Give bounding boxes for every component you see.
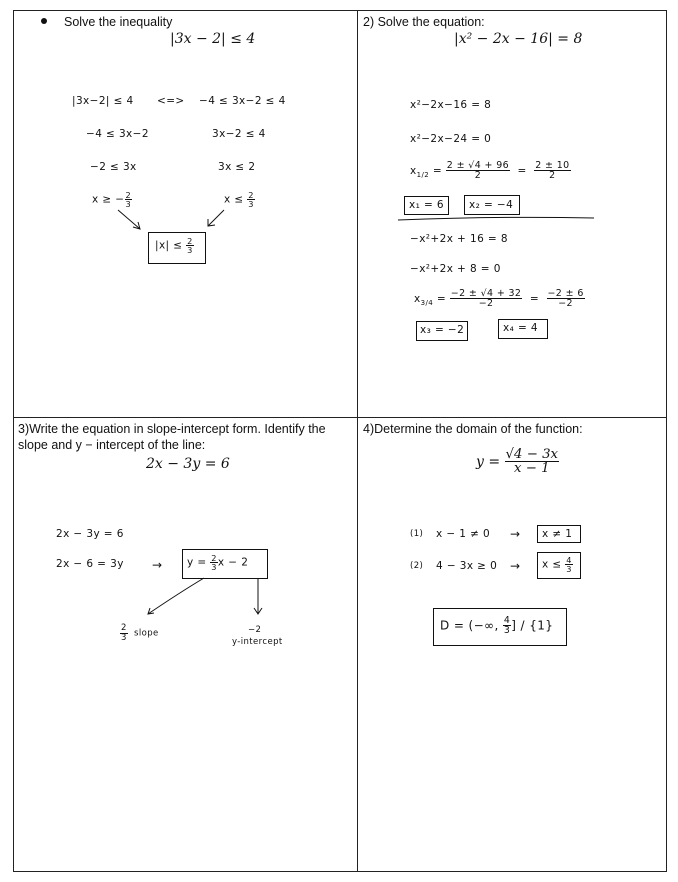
- p2-x2: x₂ = −4: [469, 199, 514, 211]
- p2-divider: [358, 11, 666, 418]
- p3-slope: $\frac{2}{3}$ slope: [121, 623, 159, 643]
- problem-3-cell: [14, 418, 358, 871]
- problem-1-title: Solve the inequality: [64, 15, 173, 29]
- problem-3-equation: 2x − 3y = 6: [146, 456, 230, 472]
- p1-right-line-3: 3x ≤ 2: [218, 161, 256, 173]
- p3-intercept-value: −2: [248, 625, 262, 635]
- problem-4-equation: y = $\frac{√4 - 3x}{x - 1}$: [476, 447, 559, 477]
- p3-line-1: 2x − 3y = 6: [56, 528, 124, 540]
- p1-right-line-2: 3x−2 ≤ 4: [212, 128, 266, 140]
- problem-2-cell: [358, 11, 666, 418]
- p3-arrow: →: [152, 558, 163, 572]
- worksheet-grid: [13, 10, 667, 872]
- p1-left-line-3: −2 ≤ 3x: [90, 161, 137, 173]
- p4-row-2-label: (2): [410, 561, 424, 571]
- p2-x12: $x_{1/2}$ = $\frac{2 \pm √4 + 96}{2}$ = $\frac{2 \pm 10}{2}$: [410, 160, 570, 182]
- p4-row-1-expr: x − 1 ≠ 0: [436, 528, 491, 540]
- p4-row-2-result: x ≤ $\frac{4}{3}$: [542, 555, 572, 575]
- p4-row-1-result: x ≠ 1: [542, 528, 573, 540]
- p1-arrows: [14, 11, 358, 418]
- problem-1-equation: |3x − 2| ≤ 4: [170, 31, 256, 47]
- p2-x34: $x_{3/4}$ = $\frac{-2 \pm √4 + 32}{-2}$ = $\frac{-2 \pm 6}{-2}$: [414, 288, 584, 310]
- p3-intercept-label: y-intercept: [232, 637, 283, 647]
- p1-left-line-2: −4 ≤ 3x−2: [86, 128, 149, 140]
- p1-answer: |x| ≤ $\frac{2}{3}$: [155, 236, 193, 256]
- p4-row-1-arrow: →: [510, 527, 521, 541]
- p4-row-2-expr: 4 − 3x ≥ 0: [436, 560, 498, 572]
- p1-left-line-1: |3x−2| ≤ 4: [72, 95, 134, 107]
- p3-arrow-slope: [148, 578, 204, 614]
- p1-right-line-1: −4 ≤ 3x−2 ≤ 4: [199, 95, 286, 107]
- problem-4-title: 4)Determine the domain of the function:: [363, 422, 583, 436]
- p2-x1: x₁ = 6: [409, 199, 444, 211]
- p2-line-1: x²−2x−16 = 8: [410, 99, 492, 111]
- p4-domain: D = (−∞, $\frac{4}{3}$ ] / {1}: [440, 615, 554, 637]
- p3-answer: y = $\frac{2}{3}$ x − 2: [187, 553, 249, 573]
- p4-row-2-arrow: →: [510, 559, 521, 573]
- p1-arrow-right: [208, 210, 224, 226]
- p2-line-3: −x²+2x + 16 = 8: [410, 233, 508, 245]
- p4-row-1-label: (1): [410, 529, 424, 539]
- problem-3-title: 3)Write the equation in slope-intercept form. Identify the slope and y − intercept of the line:: [18, 422, 326, 452]
- p1-right-line-4: x ≤ $\frac{2}{3}$: [224, 190, 254, 210]
- p1-left-line-4: x ≥ − $\frac{2}{3}$: [92, 190, 132, 210]
- p3-line-2: 2x − 6 = 3y: [56, 558, 124, 570]
- p2-x4: x₄ = 4: [503, 322, 538, 334]
- p2-line-4: −x²+2x + 8 = 0: [410, 263, 501, 275]
- p1-equivalence: <=>: [157, 95, 185, 107]
- p3-arrows: [14, 418, 358, 871]
- p2-line-2: x²−2x−24 = 0: [410, 133, 492, 145]
- p2-x3: x₃ = −2: [420, 324, 465, 336]
- problem-1-cell: [14, 11, 358, 418]
- problem-2-title: 2) Solve the equation:: [363, 15, 485, 29]
- p1-arrow-left: [118, 210, 140, 229]
- problem-4-cell: [358, 418, 666, 871]
- problem-2-equation: |x² − 2x − 16| = 8: [454, 31, 583, 47]
